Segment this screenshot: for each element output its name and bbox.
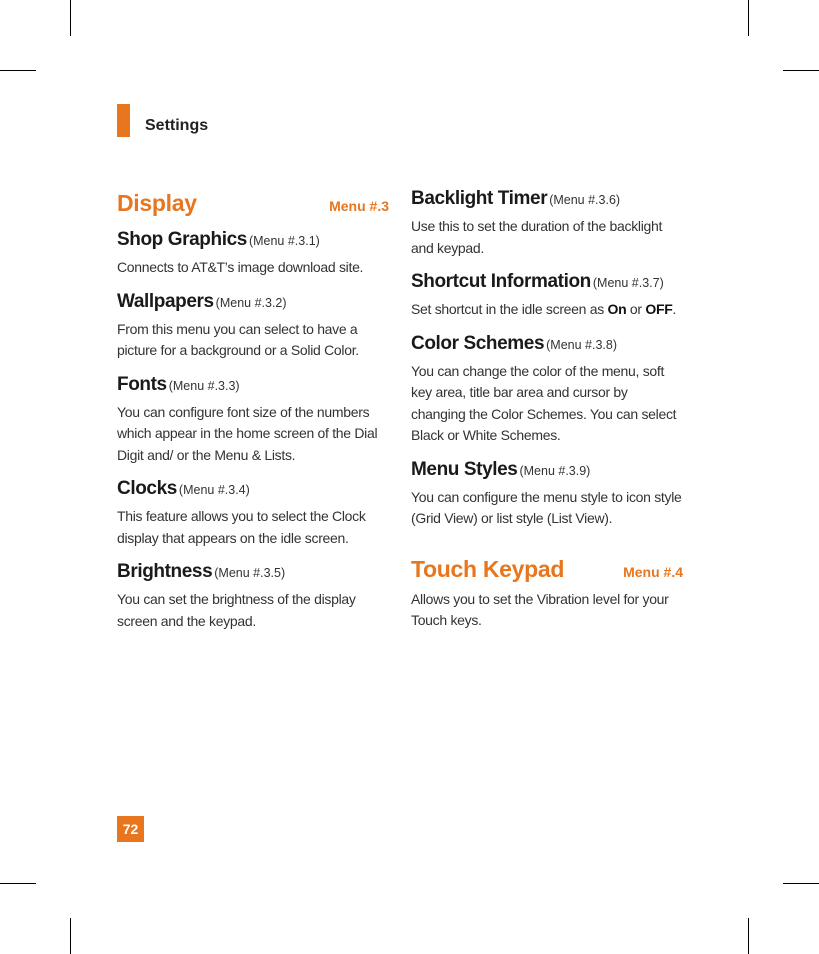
- item-menu-ref: (Menu #.3.4): [178, 483, 250, 497]
- option-off: OFF: [645, 301, 673, 317]
- item-clocks: [117, 478, 389, 549]
- item-shortcut-information: [411, 271, 683, 321]
- option-on: On: [607, 301, 627, 317]
- page-number-badge: 72: [117, 816, 144, 842]
- crop-mark: [748, 918, 749, 954]
- item-menu-ref: (Menu #.3.8): [546, 337, 618, 352]
- crop-mark: [783, 70, 819, 71]
- item-brightness: [117, 561, 389, 632]
- item-menu-ref: (Menu #.3.9): [519, 463, 591, 478]
- desc-text: or: [626, 301, 646, 317]
- item-title: Backlight Timer: [411, 188, 548, 209]
- item-menu-ref: (Menu #.3.7): [592, 276, 664, 290]
- item-description: You can configure the menu style to icon style (Grid View) or list style (List View).: [411, 488, 682, 526]
- item-title: Clocks: [117, 478, 177, 499]
- item-menu-ref: (Menu #.3.3): [168, 378, 240, 393]
- item-title: Wallpapers: [117, 290, 214, 312]
- item-description: This feature allows you to select the Clock display that appears on the idle screen.: [117, 508, 366, 546]
- crop-mark: [70, 0, 71, 36]
- touch-keypad-section: [411, 556, 683, 632]
- item-description: From this menu you can select to have a picture for a background or a Solid Color.: [117, 320, 359, 358]
- section-menu-ref: Menu #.4: [623, 563, 683, 580]
- desc-text: Set shortcut in the idle screen as: [411, 301, 608, 317]
- item-description: You can configure font size of the numbers which appear in the home screen of the Dial Digit and/ or the Menu & Lists.: [117, 403, 378, 463]
- section-description: Allows you to set the Vibration level for your Touch keys.: [411, 590, 669, 628]
- item-title: Menu Styles: [411, 458, 518, 480]
- item-menu-ref: (Menu #.3.5): [214, 566, 286, 580]
- item-title: Shop Graphics: [117, 229, 247, 250]
- item-description: You can change the color of the menu, soft key area, title bar area and cursor by changing the Color Schemes. You can select Black or White Schemes.: [411, 362, 677, 443]
- section-title-display: Display: [117, 190, 197, 216]
- right-column: [411, 188, 683, 632]
- section-title-touch-keypad: Touch Keypad: [411, 555, 565, 582]
- item-title: Fonts: [117, 373, 167, 395]
- item-menu-ref: (Menu #.3.1): [248, 234, 320, 248]
- item-title: Shortcut Information: [411, 271, 591, 292]
- item-menu-ref: (Menu #.3.6): [549, 193, 621, 207]
- item-menu-styles: [411, 459, 683, 530]
- item-shop-graphics: [117, 229, 389, 279]
- section-menu-ref: Menu #.3: [329, 198, 389, 214]
- item-title: Brightness: [117, 561, 213, 582]
- item-color-schemes: [411, 333, 683, 447]
- crop-mark: [0, 883, 36, 884]
- crop-mark: [0, 70, 36, 71]
- touch-keypad-section-header: [411, 556, 683, 583]
- item-description: Connects to AT&T’s image download site.: [117, 259, 364, 275]
- item-menu-ref: (Menu #.3.2): [215, 295, 287, 310]
- item-title: Color Schemes: [411, 332, 545, 354]
- header-accent-bar: [117, 104, 130, 137]
- page-title: Settings: [145, 117, 209, 134]
- item-description: Use this to set the duration of the backlight and keypad.: [411, 218, 663, 256]
- item-backlight-timer: [411, 188, 683, 259]
- item-fonts: [117, 374, 389, 467]
- display-section-header: [117, 190, 389, 217]
- crop-mark: [748, 0, 749, 36]
- crop-mark: [70, 918, 71, 954]
- left-column: [117, 190, 389, 632]
- item-wallpapers: [117, 291, 389, 362]
- desc-text: .: [672, 301, 677, 317]
- item-description: [411, 299, 683, 321]
- item-description: You can set the brightness of the display screen and the keypad.: [117, 591, 356, 629]
- crop-mark: [783, 883, 819, 884]
